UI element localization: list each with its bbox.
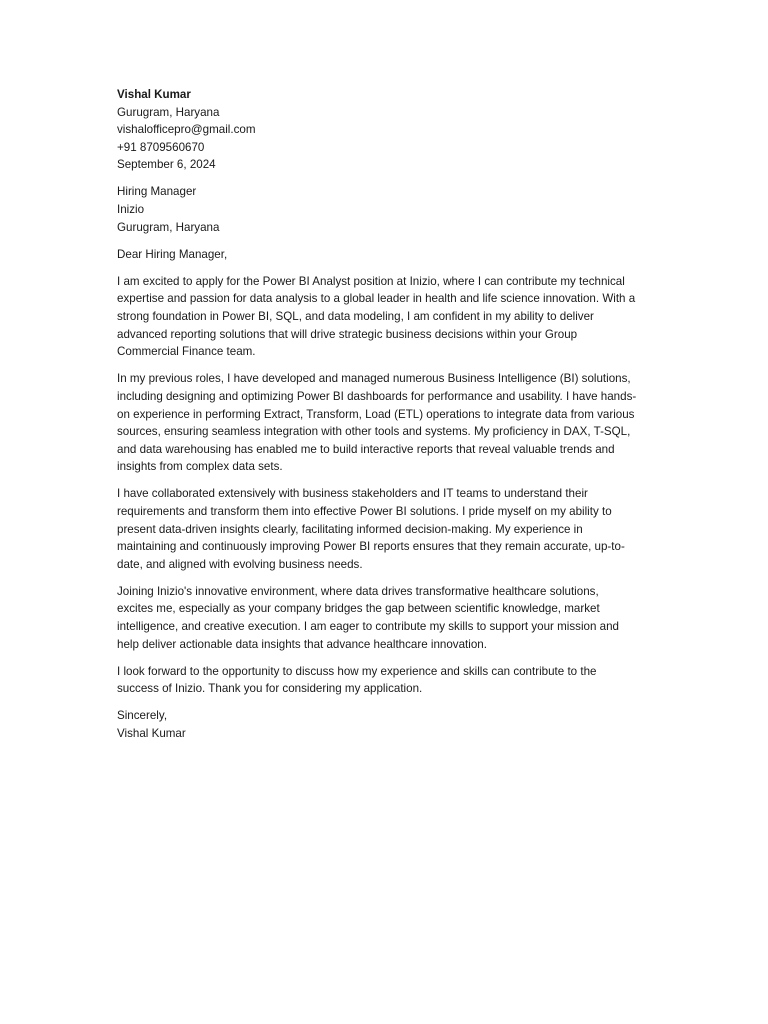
paragraph-line: In my previous roles, I have developed and managed numerous Business Intelligence (BI) solutions, xyxy=(117,372,631,386)
paragraph-line: including designing and optimizing Power BI dashboards for performance and usability. I have hands- xyxy=(117,389,637,403)
sender-name: Vishal Kumar xyxy=(117,88,191,101)
recipient-company: Inizio xyxy=(117,203,145,217)
paragraph-line: I look forward to the opportunity to discuss how my experience and skills can contribute to the xyxy=(117,664,597,678)
body-paragraph-4 xyxy=(117,583,657,653)
recipient-location: Gurugram, Haryana xyxy=(117,220,220,234)
paragraph-line: present data-driven insights clearly, facilitating informed decision-making. My experience in xyxy=(117,522,583,536)
letter-date: September 6, 2024 xyxy=(117,158,216,172)
paragraph-line: I have collaborated extensively with business stakeholders and IT teams to understand their xyxy=(117,487,588,501)
cover-letter xyxy=(117,86,657,752)
paragraph-line: excites me, especially as your company bridges the gap between scientific knowledge, market xyxy=(117,602,600,616)
paragraph-line: maintaining and continuously improving Power BI reports ensures that they remain accurate, up-to- xyxy=(117,540,625,554)
recipient-title: Hiring Manager xyxy=(117,185,197,199)
paragraph-line: help deliver actionable data insights that advance healthcare innovation. xyxy=(117,637,487,651)
body-paragraph-5 xyxy=(117,663,657,698)
paragraph-line: requirements and transform them into effective Power BI solutions. I pride myself on my ability to xyxy=(117,504,612,518)
paragraph-line: Commercial Finance team. xyxy=(117,345,256,359)
paragraph-line: I am excited to apply for the Power BI Analyst position at Inizio, where I can contribute my technical xyxy=(117,274,625,288)
paragraph-line: on experience in performing Extract, Transform, Load (ETL) operations to integrate data from various xyxy=(117,407,635,421)
sender-location: Gurugram, Haryana xyxy=(117,105,220,119)
signature-name: Vishal Kumar xyxy=(117,727,186,740)
paragraph-line: advanced reporting solutions that will drive strategic business decisions within your Group xyxy=(117,327,578,341)
paragraph-line: sources, ensuring seamless integration with other tools and systems. My proficiency in DAX, T-SQL, xyxy=(117,425,631,439)
recipient-block xyxy=(117,183,657,236)
paragraph-line: Joining Inizio's innovative environment, where data drives transformative healthcare solutions, xyxy=(117,584,599,598)
body-paragraph-3 xyxy=(117,485,657,573)
paragraph-line: intelligence, and creative execution. I am eager to contribute my skills to support your mission and xyxy=(117,620,620,634)
paragraph-line: insights from complex data sets. xyxy=(117,460,283,474)
sender-block xyxy=(117,86,657,174)
salutation xyxy=(117,246,657,264)
sign-off: Sincerely, xyxy=(117,709,168,723)
paragraph-line: date, and aligned with evolving business needs. xyxy=(117,557,363,571)
salutation-text: Dear Hiring Manager, xyxy=(117,247,228,261)
paragraph-line: success of Inizio. Thank you for considering my application. xyxy=(117,682,423,696)
body-paragraph-2 xyxy=(117,370,657,476)
sender-email: vishalofficepro@gmail.com xyxy=(117,123,256,137)
closing-block xyxy=(117,707,657,742)
body-paragraph-1 xyxy=(117,273,657,361)
paragraph-line: expertise and passion for data analysis to a global leader in health and life science innovation. With a xyxy=(117,292,636,306)
paragraph-line: strong foundation in Power BI, SQL, and data modeling, I am confident in my ability to deliver xyxy=(117,310,594,324)
paragraph-line: and data warehousing has enabled me to build interactive reports that reveal valuable trends and xyxy=(117,442,615,456)
sender-phone: +91 8709560670 xyxy=(117,140,205,154)
